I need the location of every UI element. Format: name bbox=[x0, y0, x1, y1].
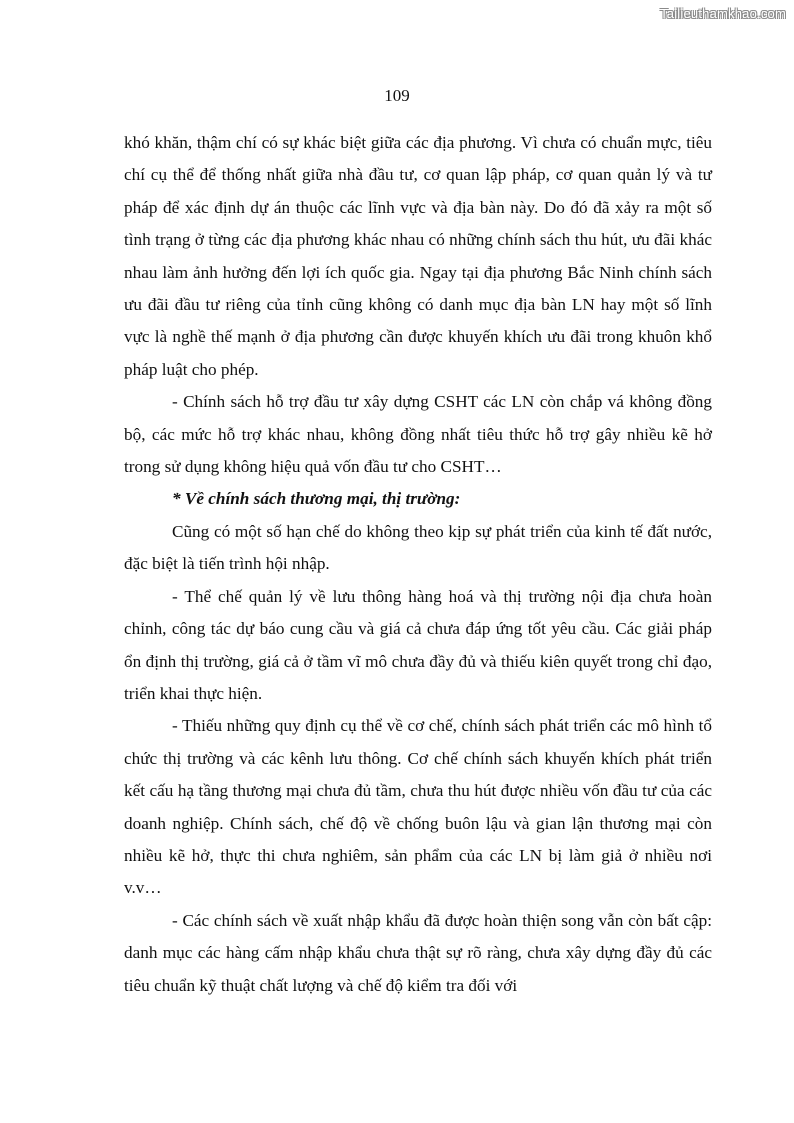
watermark: Tailieuthamkhao.com bbox=[660, 6, 786, 21]
paragraph: - Chính sách hỗ trợ đầu tư xây dựng CSHT các LN còn chắp vá không đồng bộ, các mức hỗ trợ khác nhau, không đồng nhất tiêu thức hỗ trợ gây nhiều kẽ hở trong sử dụng không hiệu quả vốn đầu tư cho CSHT… bbox=[124, 392, 712, 477]
paragraph: - Các chính sách về xuất nhập khẩu đã được hoàn thiện song vẫn còn bất cập: danh mục các hàng cấm nhập khẩu chưa thật sự rõ ràng, chưa xây dựng đầy đủ các tiêu chuẩn kỹ thuật chất lượng và chế độ kiểm tra đối với bbox=[124, 910, 712, 995]
paragraph: Cũng có một số hạn chế do không theo kịp sự phát triển của kinh tế đất nước, đặc biệt là tiến trình hội nhập. bbox=[124, 521, 712, 574]
paragraph: - Thể chế quản lý về lưu thông hàng hoá và thị trường nội địa chưa hoàn chỉnh, công tác dự báo cung cầu và giá cả chưa đáp ứng tốt yêu cầu. Các giải pháp ổn định thị trường, giá cả ở tầm vĩ mô chưa đầy đủ và thiếu kiên quyết trong chỉ đạo, triển khai thực hiện. bbox=[124, 586, 712, 703]
section-heading: * Về chính sách thương mại, thị trường: bbox=[172, 489, 461, 509]
page-body bbox=[124, 127, 712, 1002]
paragraph: khó khăn, thậm chí có sự khác biệt giữa các địa phương. Vì chưa có chuẩn mực, tiêu chí cụ thể để thống nhất giữa nhà đầu tư, cơ quan lập pháp, cơ quan quản lý và tư pháp để xác định dự án thuộc các lĩnh vực và địa bàn này. Do đó đã xảy ra một số tình trạng ở từng các địa phương khác nhau có những chính sách thu hút, ưu đãi khác nhau làm ảnh hưởng đến lợi ích quốc gia. Ngay tại địa phương Bắc Ninh chính sách ưu đãi đầu tư riêng của tỉnh cũng không có danh mục địa bàn LN hay một số lĩnh vực là nghề thế mạnh ở địa phương cần được khuyến khích ưu đãi trong khuôn khổ pháp luật cho phép. bbox=[124, 133, 712, 379]
page-number: 109 bbox=[384, 86, 410, 105]
paragraph: - Thiếu những quy định cụ thể về cơ chế, chính sách phát triển các mô hình tổ chức thị trường và các kênh lưu thông. Cơ chế chính sách khuyến khích phát triển kết cấu hạ tầng thương mại chưa đủ tầm, chưa thu hút được nhiều vốn đầu tư của các doanh nghiệp. Chính sách, chế độ về chống buôn lậu và gian lận thương mại còn nhiều kẽ hở, thực thi chưa nghiêm, sản phẩm của các LN bị làm giả ở nhiều nơi v.v… bbox=[124, 716, 712, 898]
